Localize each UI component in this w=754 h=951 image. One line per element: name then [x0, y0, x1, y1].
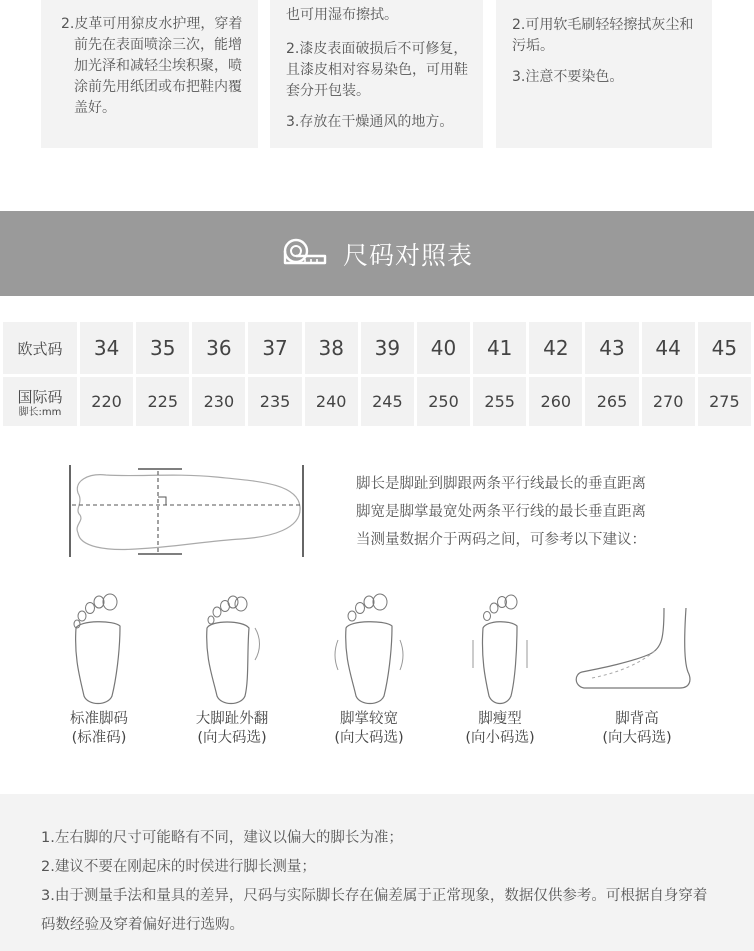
eu-size-cell: 41 [473, 322, 526, 374]
size-chart-header [0, 211, 754, 296]
eu-size-cell: 38 [305, 322, 358, 374]
foot-length-cell: 230 [192, 377, 245, 426]
high-instep-foot-icon [572, 588, 702, 706]
intl-size-label [3, 377, 77, 426]
foot-length-unit: 脚长:mm [18, 406, 62, 418]
bunion-foot-icon [197, 588, 267, 706]
foot-length-cell: 235 [248, 377, 301, 426]
slim-foot-icon [465, 588, 535, 706]
foot-length-cell: 220 [80, 377, 133, 426]
eu-size-cell: 37 [248, 322, 301, 374]
care-card-patent [270, 0, 483, 148]
foot-length-cell: 225 [136, 377, 189, 426]
care-card-leather [41, 0, 258, 148]
foot-type-name: 脚背高 [615, 711, 659, 727]
foot-length-cell: 270 [642, 377, 695, 426]
eu-size-cell: 45 [698, 322, 751, 374]
foot-type-advice: (标准码) [71, 730, 127, 746]
eu-size-cell: 34 [80, 322, 133, 374]
foot-measure-diagram [66, 463, 310, 563]
note-line: 3.由于测量手法和量具的差异，尺码与实际脚长存在偏差属于正常现象，数据仅供参考。可根据自身穿着码数经验及穿着偏好进行选购。 [41, 888, 708, 933]
foot-type-slim [435, 588, 565, 748]
foot-length-cell: 245 [361, 377, 414, 426]
foot-length-cell: 240 [305, 377, 358, 426]
care-tip: 3.注意不要染色。 [512, 69, 624, 85]
care-instructions [0, 0, 754, 148]
care-tip: 2.可用软毛刷轻轻擦拭灰尘和污垢。 [512, 17, 694, 54]
foot-type-wide [304, 588, 434, 748]
wide-foot-icon [334, 588, 404, 706]
eu-size-cell: 42 [529, 322, 582, 374]
size-table [0, 319, 754, 429]
foot-type-name: 标准脚码 [70, 711, 128, 727]
eu-size-cell: 39 [361, 322, 414, 374]
measure-line: 脚宽是脚掌最宽处两条平行线的最长垂直距离 [356, 504, 646, 520]
intl-size-label-text: 国际码 [17, 387, 63, 406]
foot-type-standard [34, 588, 164, 748]
tape-measure-icon [281, 236, 329, 272]
eu-size-cell: 44 [642, 322, 695, 374]
eu-size-row [3, 322, 751, 374]
eu-size-label: 欧式码 [3, 322, 77, 374]
care-tip: 也可用湿布擦拭。 [286, 7, 398, 23]
foot-type-advice: (向大码选) [334, 730, 404, 746]
note-line: 1.左右脚的尺寸可能略有不同，建议以偏大的脚长为准； [41, 830, 403, 846]
measure-line: 脚长是脚趾到脚跟两条平行线最长的垂直距离 [356, 476, 646, 492]
foot-length-row [3, 377, 751, 426]
care-tip: 3.存放在干燥通风的地方。 [286, 114, 454, 130]
foot-length-cell: 265 [585, 377, 638, 426]
foot-type-advice: (向小码选) [465, 730, 535, 746]
note-line: 2.建议不要在刚起床的时侯进行脚长测量； [41, 859, 316, 875]
foot-length-cell: 255 [473, 377, 526, 426]
eu-size-cell: 40 [417, 322, 470, 374]
foot-type-advice: (向大码选) [197, 730, 267, 746]
size-chart-title: 尺码对照表 [342, 240, 473, 270]
foot-length-cell: 250 [417, 377, 470, 426]
foot-type-name: 脚瘦型 [478, 711, 522, 727]
care-tip: 2.皮革可用猄皮水护理，穿着前先在表面喷涂三次，能增加光泽和减轻尘埃积聚，喷涂前先用纸团或布把鞋内覆盖好。 [61, 16, 243, 116]
care-card-suede [496, 0, 712, 148]
care-tip: 2.漆皮表面破损后不可修复，且漆皮相对容易染色，可用鞋套分开包装。 [286, 41, 468, 99]
measure-instructions [356, 470, 646, 554]
foot-type-name: 大脚趾外翻 [195, 711, 269, 727]
eu-size-cell: 43 [585, 322, 638, 374]
measure-line: 当测量数据介于两码之间，可参考以下建议： [356, 532, 646, 548]
foot-length-cell: 260 [529, 377, 582, 426]
eu-size-cell: 35 [136, 322, 189, 374]
foot-type-bunion [167, 588, 297, 748]
foot-type-high-instep [572, 588, 702, 748]
eu-size-cell: 36 [192, 322, 245, 374]
standard-foot-icon [64, 588, 134, 706]
foot-type-name: 脚掌较宽 [340, 711, 398, 727]
foot-length-cell: 275 [698, 377, 751, 426]
foot-type-advice: (向大码选) [602, 730, 672, 746]
measurement-notes [0, 794, 754, 951]
